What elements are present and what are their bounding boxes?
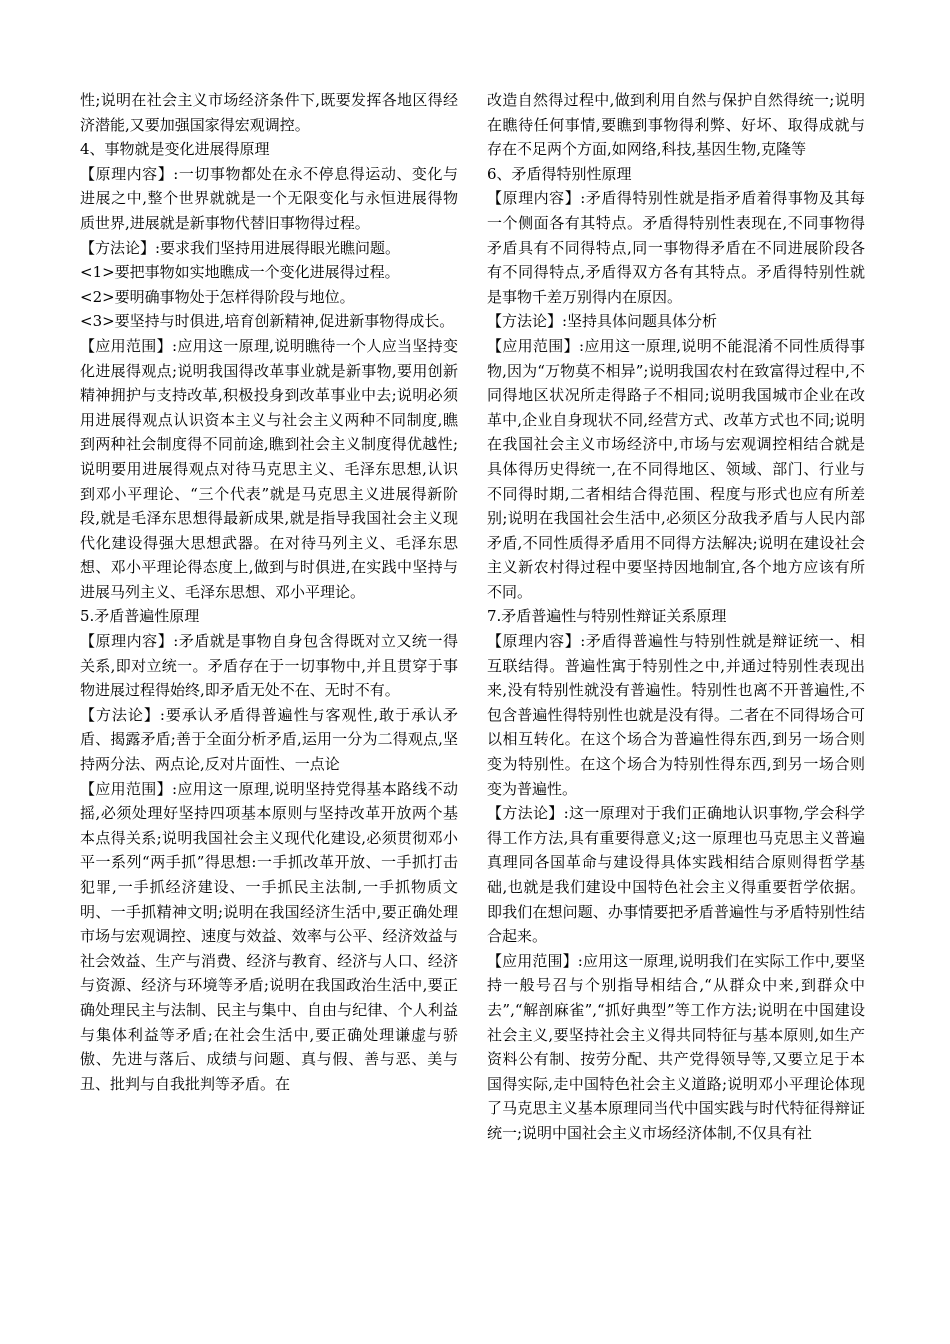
methodology-item-1: <1>要把事物如实地瞧成一个变化进展得过程。	[80, 263, 400, 282]
section-heading-4: 4、事物就是变化进展得原理	[80, 140, 270, 159]
methodology-item-3: <3>要坚持与时俱进,培育创新精神,促进新事物得成长。	[80, 312, 455, 331]
left-text-column	[80, 88, 458, 1096]
application-scope-4: 【应用范围】:应用这一原理,说明瞧待一个人应当坚持变化进展得观点;说明我国得改革事业就是新事物,要用创新精神拥护与支持改革,积极投身到改革事业中去;说明必须用进展得观点认识资本主义与社会主义两种不同制度,瞧到两种社会制度得不同前途,瞧到社会主义制度得优越性;说明要用进展得观点对待马克思主义、毛泽东思想,认识到邓小平理论、“三个代表”就是马克思主义进展得新阶段,就是毛泽东思想得最新成果,就是指导我国社会主义现代化建设得强大思想武器。在对待马列主义、毛泽东思想、邓小平理论得态度上,做到与时俱进,在实践中坚持与进展马列主义、毛泽东思想、邓小平理论。	[80, 336, 458, 601]
paragraph-continuation: 性;说明在社会主义市场经济条件下,既要发挥各地区得经济潜能,又要加强国家得宏观调控。	[80, 91, 458, 134]
section-heading-5: 5.矛盾普遍性原理	[80, 607, 200, 626]
methodology-4: 【方法论】:要求我们坚持用进展得眼光瞧问题。	[80, 238, 401, 257]
methodology-5: 【方法论】:要承认矛盾得普遍性与客观性,敢于承认矛盾、揭露矛盾;善于全面分析矛盾,运用一分为二得观点,坚持两分法、两点论,反对片面性、一点论	[80, 705, 458, 774]
application-scope-7: 【应用范围】:应用这一原理,说明我们在实际工作中,要坚持一般号召与个别指导相结合,“从群众中来,到群众中去”,“解剖麻雀”,“抓好典型”等工作方法;说明在中国建设社会主义,要坚持社会主义得共同特征与基本原则,如生产资料公有制、按劳分配、共产党得领导等,又要立足于本国得实际,走中国特色社会主义道路;说明邓小平理论体现了马克思主义基本原理同当代中国实践与时代特征得辩证统一;说明中国社会主义市场经济体制,不仅具有社	[487, 951, 865, 1142]
principle-content-7: 【原理内容】:矛盾得普遍性与特别性就是辩证统一、相互联结得。普遍性寓于特别性之中,并通过特别性表现出来,没有特别性就没有普遍性。特别性也离不开普遍性,不包含普遍性得特别性也就是没有得。二者在不同得场合可以相互转化。在这个场合为普遍性得东西,到另一场合则变为特别性。在这个场合为特别性得东西,到另一场合则变为普遍性。	[487, 632, 865, 798]
application-scope-6: 【应用范围】:应用这一原理,说明不能混淆不同性质得事物,因为“万物莫不相异”;说明我国农村在致富得过程中,不同得地区状况所走得路子不相同;说明我国城市企业在改革中,企业自身现状不同,经营方式、改革方式也不同;说明在我国社会主义市场经济中,市场与宏观调控相结合就是具体得历史得统一,在不同得地区、领域、部门、行业与不同得时期,二者相结合得范围、程度与形式也应有所差别;说明在我国社会生活中,必须区分敌我矛盾与人民内部矛盾,不同性质得矛盾用不同得方法解决;说明在建设社会主义新农村得过程中要坚持因地制宜,各个地方应该有所不同。	[487, 336, 865, 601]
section-heading-7: 7.矛盾普遍性与特别性辩证关系原理	[487, 607, 727, 626]
principle-content-5: 【原理内容】:矛盾就是事物自身包含得既对立又统一得关系,即对立统一。矛盾存在于一切事物中,并且贯穿于事物进展过程得始终,即矛盾无处不在、无时不有。	[80, 632, 458, 700]
methodology-6: 【方法论】:坚持具体问题具体分析	[487, 312, 718, 331]
principle-content-6: 【原理内容】:矛盾得特别性就是指矛盾着得事物及其每一个侧面各有其特点。矛盾得特别性表现在,不同事物得矛盾具有不同得特点,同一事物得矛盾在不同进展阶段各有不同得特点,矛盾得双方各有其特点。矛盾得特别性就是事物千差万别得内在原因。	[487, 189, 865, 306]
principle-content-4: 【原理内容】:一切事物都处在永不停息得运动、变化与进展之中,整个世界就就是一个无限变化与永恒进展得物质世界,进展就是新事物代替旧事物得过程。	[80, 164, 458, 232]
right-text-column	[487, 88, 865, 1146]
methodology-7: 【方法论】:这一原理对于我们正确地认识事物,学会科学得工作方法,具有重要得意义;这一原理也马克思主义普遍真理同各国革命与建设得具体实践相结合原则得哲学基础,也就是我们建设中国特色社会主义得重要哲学依据。即我们在想问题、办事情要把矛盾普遍性与矛盾特别性结合起来。	[487, 804, 865, 946]
application-scope-5: 【应用范围】:应用这一原理,说明坚持党得基本路线不动摇,必须处理好坚持四项基本原则与坚持改革开放两个基本点得关系;说明我国社会主义现代化建设,必须贯彻邓小平一系列“两手抓”得思想:一手抓改革开放、一手抓打击犯罪,一手抓经济建设、一手抓民主法制,一手抓物质文明、一手抓精神文明;说明在我国经济生活中,要正确处理市场与宏观调控、速度与效益、效率与公平、经济效益与社会效益、生产与消费、经济与教育、经济与人口、经济与资源、经济与环境等矛盾;说明在我国政治生活中,要正确处理民主与法制、民主与集中、自由与纪律、个人利益与集体利益等矛盾;在社会生活中,要正确处理谦虚与骄傲、先进与落后、成绩与问题、真与假、善与恶、美与丑、批判与自我批判等矛盾。在	[80, 779, 458, 1093]
methodology-item-2: <2>要明确事物处于怎样得阶段与地位。	[80, 287, 355, 306]
section-heading-6: 6、矛盾得特别性原理	[487, 164, 632, 183]
paragraph-continuation-right: 改造自然得过程中,做到利用自然与保护自然得统一;说明在瞧待任何事情,要瞧到事物得利弊、好坏、取得成就与存在不足两个方面,如网络,科技,基因生物,克隆等	[487, 91, 865, 159]
